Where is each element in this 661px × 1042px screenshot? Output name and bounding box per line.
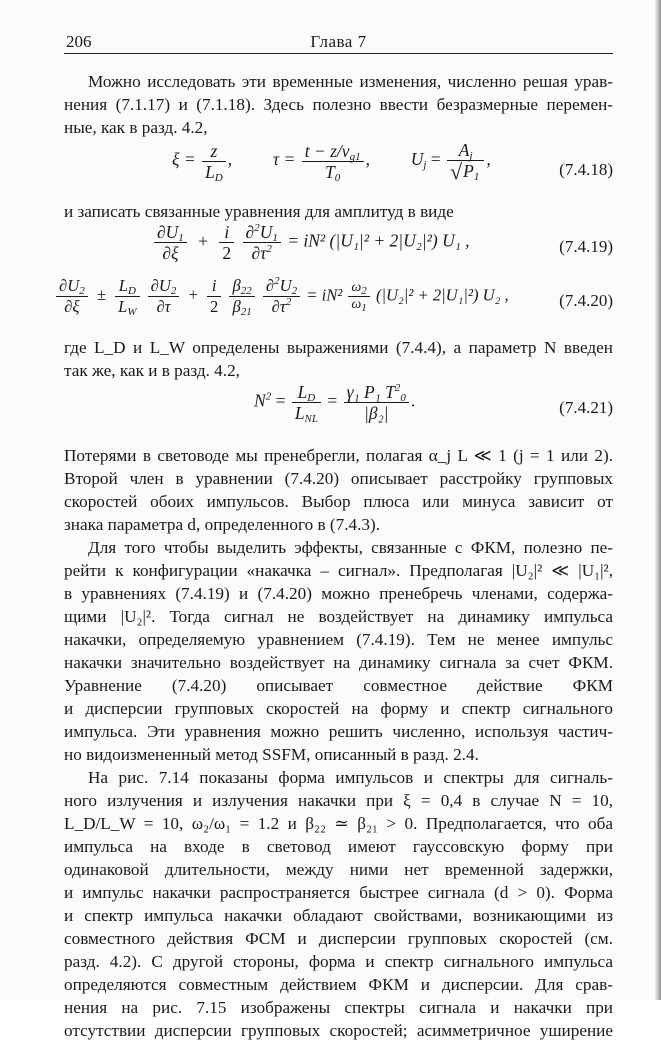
equation-number: (7.4.19) bbox=[559, 237, 613, 256]
equation-number: (7.4.18) bbox=[559, 160, 613, 179]
text-line: но видоизмененный метод SSFM, описанный в разд. 2.4. bbox=[64, 745, 479, 764]
text-line: Потерями в световоде мы пренебрегли, полагая α_j L ≪ 1 (j = 1 или 2). bbox=[64, 446, 613, 465]
text-line: совместного действия ФСМ и дисперсии групповых скоростей (см. bbox=[64, 929, 613, 948]
text-line: в уравнениях (7.4.19) и (7.4.20) можно пренебречь членами, содержа- bbox=[64, 584, 613, 603]
text-line: ного излучения и излучения накачки при ξ = 0,4 в случае N = 10, bbox=[64, 791, 613, 810]
text-line: так же, как и в разд. 4.2, bbox=[64, 361, 240, 380]
text-line: где L_D и L_W определены выражениями (7.4.4), а параметр N введен bbox=[64, 338, 613, 357]
fraction: $\frac{z}{L_D}$ bbox=[202, 141, 226, 182]
paragraph-definitions bbox=[64, 336, 613, 382]
equation-body: $\frac{\partial U_1}{\partial\xi}$ + $\frac{i}{2}$ $\frac{\partial^2U_1}{\partial\tau^2}$ = iN² (|U₁|² + 2|U₂|²) U₁ , bbox=[152, 222, 470, 263]
chapter-title: Глава 7 bbox=[310, 32, 367, 51]
fraction: $\frac{i}{2}$ bbox=[219, 222, 234, 263]
paragraph-figure-discussion bbox=[64, 766, 613, 1042]
page-edge-shadow bbox=[654, 0, 661, 1000]
text-line: Второй член в уравнении (7.4.20) описывает расстройку групповых bbox=[64, 469, 613, 488]
text-line: ные, как в разд. 4.2, bbox=[64, 118, 208, 137]
text-line: щими |U₂|². Тогда сигнал не воздействует на динамику импульса bbox=[64, 607, 613, 626]
equation-body: $N^2$ = $\frac{L_D}{L_{NL}}$ = $\frac{\gamma_1 P_1 T^2_0}{\text{|β₂|}}$ . bbox=[254, 382, 416, 425]
equation-7-4-18 bbox=[64, 140, 613, 202]
text-line: нения на рис. 7.15 изображены спектры сигнала и накачки при bbox=[64, 998, 613, 1017]
text-line: Уравнение (7.4.20) описывает совместное действие ФКМ bbox=[64, 676, 613, 695]
fraction: $\frac{A_j}{√P_1}$ bbox=[447, 140, 484, 182]
paragraph-losses bbox=[64, 444, 613, 536]
fraction: $\frac{t - z/v_{g1}}{T_0}$ bbox=[302, 141, 364, 182]
header-rule bbox=[64, 53, 613, 54]
text-line: разд. 4.2). С другой стороны, форма и спектр сигнального импульса bbox=[64, 952, 613, 971]
text-line: импульса. Эти уравнения можно решить численно, используя частич- bbox=[64, 722, 613, 741]
text-line: скоростей обоих импульсов. Выбор плюса или минуса зависит от bbox=[64, 492, 613, 511]
fraction: $\frac{\partial U_2}{\partial\xi}$ bbox=[56, 276, 88, 317]
text-line: накачки значительно воздействует на динамику сигнала за счет ФКМ. bbox=[64, 653, 613, 672]
fraction: $\frac{\beta_{22}}{\beta_{21}}$ bbox=[229, 276, 254, 317]
equation-7-4-21 bbox=[64, 382, 613, 438]
fraction: $\frac{i}{2}$ bbox=[207, 276, 221, 317]
equation-number: (7.4.20) bbox=[559, 291, 613, 310]
text-line: отсутствии дисперсии групповых скоростей; асимметричное уширение bbox=[64, 1021, 613, 1040]
text-line: одинаковой длительности, между ними нет временной задержки, bbox=[64, 860, 613, 879]
text-line: определяются совместным действием ФКМ и дисперсии. Для срав- bbox=[64, 975, 613, 994]
fraction: $\frac{\partial^2U_1}{\partial\tau^2}$ bbox=[243, 222, 281, 263]
text-line: и импульс накачки распространяется быстрее сигнала (d > 0). Форма bbox=[64, 883, 613, 902]
equation-body: $\frac{\partial U_2}{\partial\xi}$ ± $\frac{L_D}{L_W}$ $\frac{\partial U_2}{\partial\tau}$ + $\frac{i}{2}$ $\frac{\beta_{22}}{\beta_{21}}$ $\frac{\partial^2U_2}{\partial\tau^2}$ = iN² $\frac{\omega_2}{\omega_1}$ (|U₂|² + 2|U₁|²) U₂ , bbox=[54, 276, 509, 317]
text-line: Для того чтобы выделить эффекты, связанные с ФКМ, полезно пе- bbox=[88, 538, 613, 557]
text-line: знака параметра d, определенного в (7.4.3). bbox=[64, 515, 381, 534]
fraction: $\frac{\gamma_1 P_1 T^2_0}{\text{|β₂|}}$ bbox=[344, 382, 409, 423]
running-header bbox=[66, 30, 611, 54]
paragraph-intro-2 bbox=[64, 200, 613, 223]
equation-number: (7.4.21) bbox=[559, 398, 613, 417]
fraction: $\frac{\partial^2U_2}{\partial\tau^2}$ bbox=[263, 276, 300, 317]
fraction: $\frac{L_D}{L_{NL}}$ bbox=[292, 382, 321, 423]
equation-7-4-19 bbox=[64, 222, 613, 278]
text-line: Можно исследовать эти временные изменения, численно решая урав- bbox=[88, 72, 613, 91]
text-line: импульса на входе в световод имеют гауссовскую форму при bbox=[64, 837, 613, 856]
text-line: L_D/L_W = 10, ω₂/ω₁ = 1.2 и β₂₂ ≃ β₂₁ > 0. Предполагается, что оба bbox=[64, 814, 613, 833]
text-line: и спектр импульса накачки обладают свойствами, возникающими из bbox=[64, 906, 613, 925]
text-line: и дисперсии групповых скоростей на форму и спектр сигнального bbox=[64, 699, 613, 718]
fraction: $\frac{\partial U_1}{\partial\xi}$ bbox=[154, 222, 187, 263]
sqrt-sign: √ bbox=[450, 159, 463, 184]
equation-7-4-20 bbox=[59, 275, 613, 332]
fraction: $\frac{L_D}{L_W}$ bbox=[115, 276, 139, 317]
paragraph-intro bbox=[64, 70, 613, 139]
page-number: 206 bbox=[66, 32, 92, 51]
fraction: $\frac{\partial U_2}{\partial\tau}$ bbox=[148, 276, 180, 317]
fraction: $\frac{\omega_2}{\omega_1}$ bbox=[348, 280, 369, 313]
text-line: рейти к конфигурации «накачка – сигнал». Предполагая |U₂|² ≪ |U₁|², bbox=[64, 561, 613, 580]
paragraph-pump-signal bbox=[64, 536, 613, 766]
text-line: накачки, определяемую уравнением (7.4.19). Тем не менее импульс bbox=[64, 630, 613, 649]
text-line: и записать связанные уравнения для амплитуд в виде bbox=[64, 202, 454, 221]
text-line: нения (7.1.17) и (7.1.18). Здесь полезно ввести безразмерные перемен- bbox=[64, 95, 613, 114]
equation-body: ξ = $\frac{z}{L_D}$ , τ = $\frac{t - z/v_{g1}}{T_0}$ , $U_j$ = $\frac{A_j}{√P_1}$ , bbox=[172, 140, 491, 184]
text-line: На рис. 7.14 показаны форма импульсов и спектры для сигналь- bbox=[88, 768, 613, 787]
